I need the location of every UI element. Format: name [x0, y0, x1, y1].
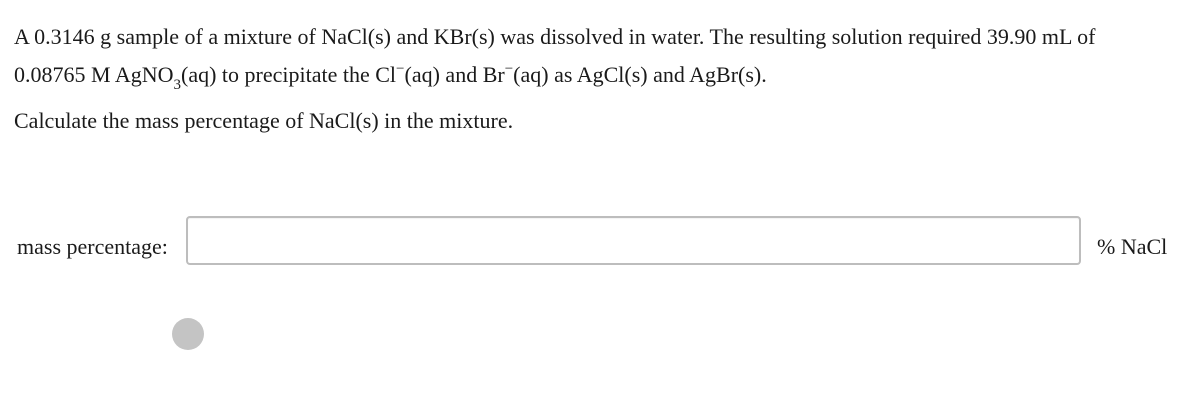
question-text: Calculate the mass percentage of NaCl(s) in the mixture.	[14, 108, 514, 133]
answer-label: mass percentage:	[17, 234, 168, 259]
subscript: 3	[173, 77, 182, 93]
problem-text-segment: 0.08765 M AgNO	[14, 62, 174, 87]
status-dot-icon	[172, 318, 204, 350]
problem-text-segment: (aq) to precipitate the Cl	[181, 62, 397, 87]
mass-percentage-input[interactable]	[186, 216, 1081, 265]
problem-text-segment: (aq) as AgCl(s) and AgBr(s).	[513, 62, 767, 87]
problem-text-line-2	[14, 60, 767, 93]
superscript: −	[504, 61, 514, 77]
answer-unit: % NaCl	[1097, 234, 1168, 259]
problem-text-line-1: A 0.3146 g sample of a mixture of NaCl(s) and KBr(s) was dissolved in water. The resulting solution required 39.90 mL of	[14, 24, 1096, 49]
superscript: −	[396, 61, 405, 77]
problem-text-segment: (aq) and Br	[404, 62, 505, 87]
